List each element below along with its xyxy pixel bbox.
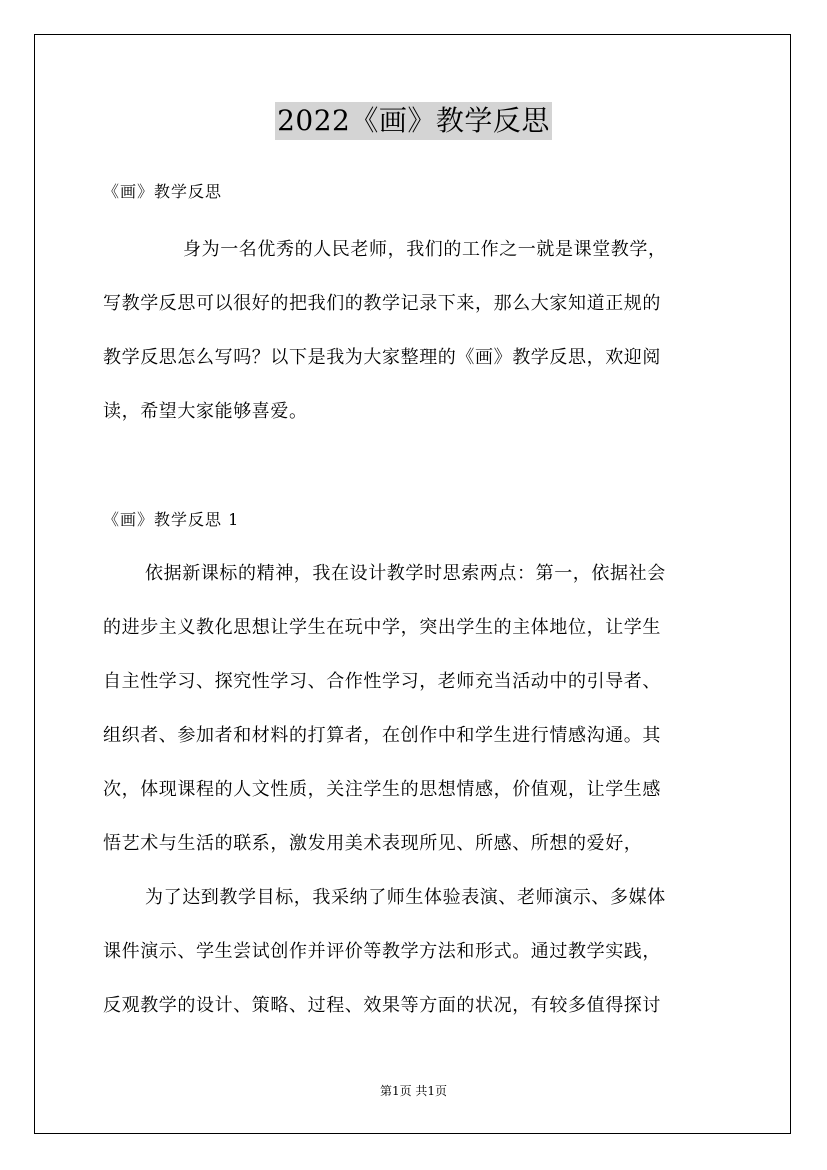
section-heading: 《画》教学反思 1 [103,510,240,529]
paragraph-line: 次，体现课程的人文性质，关注学生的思想情感，价值观，让学生感 [103,779,661,800]
paragraph-line: 为了达到教学目标，我采纳了师生体验表演、老师演示、多媒体 [145,887,666,908]
paragraph-line: 依据新课标的精神，我在设计教学时思索两点：第一，依据社会 [145,563,666,584]
document-subtitle: 《画》教学反思 [103,182,223,201]
paragraph-line: 反观教学的设计、策略、过程、效果等方面的状况，有较多值得探讨 [103,995,661,1016]
title-container [0,102,827,140]
paragraph-line: 的进步主义教化思想让学生在玩中学，突出学生的主体地位，让学生 [103,617,661,638]
intro-line: 身为一名优秀的人民老师，我们的工作之一就是课堂教学， [183,239,667,260]
paragraph-line: 课件演示、学生尝试创作并评价等教学方法和形式。通过教学实践， [103,941,661,962]
intro-line: 写教学反思可以很好的把我们的教学记录下来，那么大家知道正规的 [103,293,661,314]
paragraph-line: 组织者、参加者和材料的打算者，在创作中和学生进行情感沟通。其 [103,725,661,746]
paragraph-line: 自主性学习、探究性学习、合作性学习，老师充当活动中的引导者、 [103,671,661,692]
intro-line: 教学反思怎么写吗？以下是我为大家整理的《画》教学反思，欢迎阅 [103,347,661,368]
paragraph-line: 悟艺术与生活的联系，激发用美术表现所见、所感、所想的爱好， [103,833,643,854]
document-title: 2022《画》教学反思 [275,102,552,140]
page-footer: 第1页 共1页 [379,1084,448,1098]
intro-line: 读，希望大家能够喜爱。 [103,401,308,422]
